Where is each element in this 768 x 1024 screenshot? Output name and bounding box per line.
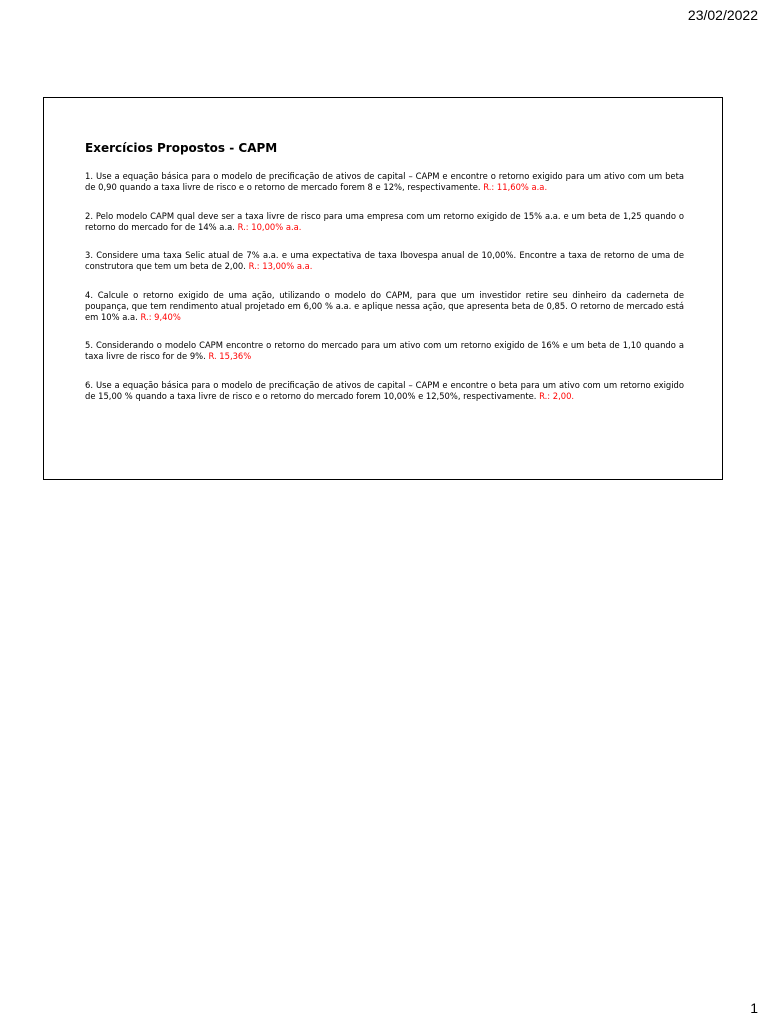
exercise-answer: R. 15,36% <box>208 351 252 361</box>
exercise-1 <box>85 171 684 193</box>
exercise-text: 5. Considerando o modelo CAPM encontre o retorno do mercado para um ativo com um retorno exigido de 16% e um beta de 1,10 quando a taxa livre de risco for de 9%. <box>85 340 684 361</box>
exercise-4 <box>85 290 684 323</box>
exercise-answer: R.: 9,40% <box>140 311 181 322</box>
exercise-text: 3. Considere uma taxa Selic atual de 7% a.a. e uma expectativa de taxa Ibovespa anual de 10,00%. Encontre a taxa de retorno de uma de construtora que tem um beta de 2,00. <box>85 250 684 271</box>
slide-title: Exercícios Propostos - CAPM <box>85 141 278 155</box>
exercise-3 <box>85 250 684 272</box>
exercise-6 <box>85 380 684 402</box>
page-number: 1 <box>750 1000 758 1016</box>
slide-frame <box>43 97 723 480</box>
exercise-text: 1. Use a equação básica para o modelo de precificação de ativos de capital – CAPM e encontre o retorno exigido para um ativo com um beta de 0,90 quando a taxa livre de risco e o retorno de mercado forem 8 e 12%, respectivamente. <box>85 171 684 192</box>
exercise-answer: R.: 11,60% a.a. <box>483 182 548 192</box>
exercise-answer: R.: 2,00. <box>539 390 575 401</box>
exercise-2 <box>85 211 684 233</box>
exercise-text: 2. Pelo modelo CAPM qual deve ser a taxa livre de risco para uma empresa com um retorno exigido de 15% a.a. e um beta de 1,25 quando o retorno do mercado for de 14% a.a. <box>85 210 684 232</box>
exercise-text: 4. Calcule o retorno exigido de uma ação, utilizando o modelo do CAPM, para que um investidor retire seu dinheiro da caderneta de poupança, que tem rendimento atual projetado em 6,00 % a.a. e aplique nessa ação, que apresenta beta de 0,85. O retorno de mercado está em 10% a.a. <box>85 289 684 322</box>
exercise-text: 6. Use a equação básica para o modelo de precificação de ativos de capital – CAPM e encontre o beta para um ativo com um retorno exigido de 15,00 % quando a taxa livre de risco e o retorno do mercado forem 10,00% e 12,50%, respectivamente. <box>85 379 684 401</box>
exercise-answer: R.: 13,00% a.a. <box>248 261 313 271</box>
exercise-list <box>85 171 684 419</box>
exercise-answer: R.: 10,00% a.a. <box>237 221 302 232</box>
page-date: 23/02/2022 <box>687 7 758 23</box>
exercise-5 <box>85 340 684 362</box>
